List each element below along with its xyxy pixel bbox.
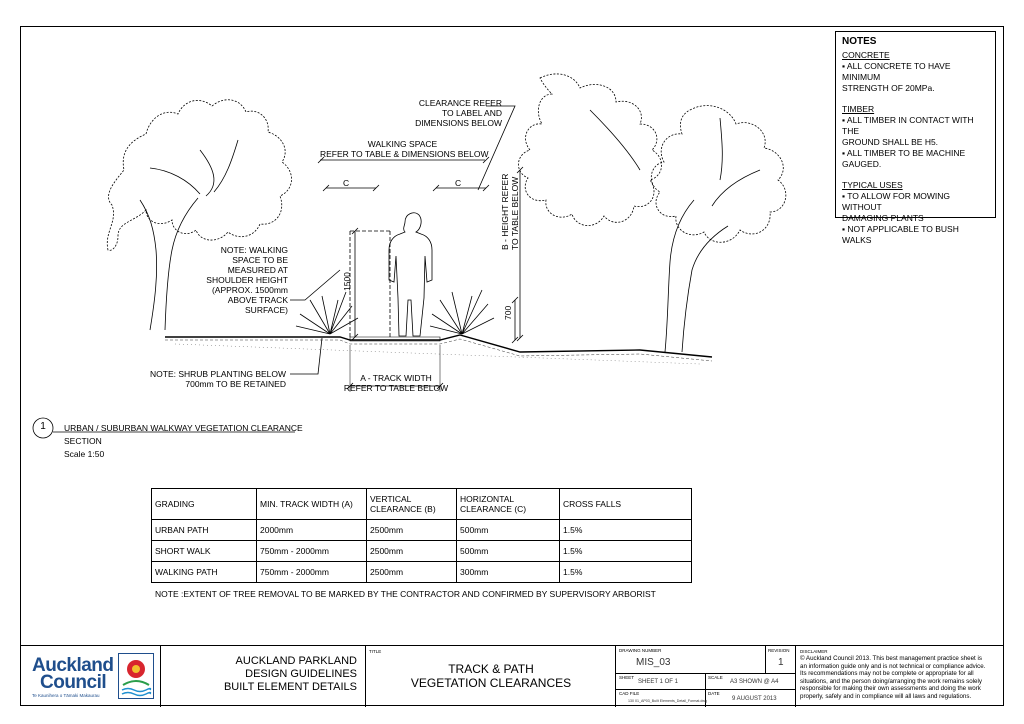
height-refer-label: B - HEIGHT REFER TO TABLE BELOW <box>500 173 520 250</box>
table-cell: 2500mm <box>367 541 457 562</box>
table-header: MIN. TRACK WIDTH (A) <box>257 489 367 520</box>
date-box: DATE 9 AUGUST 2013 <box>708 691 777 702</box>
revision-number: 1 <box>778 657 784 668</box>
drawing-info-cell <box>616 646 796 707</box>
logo-text-council: Council <box>40 672 107 693</box>
table-cell: 2500mm <box>367 520 457 541</box>
cad-file-value: 130 01_AP03_Built Elements_Detail_Format.dwg <box>628 699 707 703</box>
cad-file-box: CAD FILE 130 01_AP03_Built Elements_Detail_Format.dwg <box>616 690 706 707</box>
clearance-refer-label: CLEARANCE REFER TO LABEL AND DIMENSIONS BELOW <box>415 98 502 128</box>
notes-typical-uses-title: TYPICAL USES <box>842 180 903 190</box>
horizontal-clearance-c-left: C <box>343 178 350 188</box>
table-cell: 1.5% <box>560 520 692 541</box>
section-title: URBAN / SUBURBAN WALKWAY VEGETATION CLEARANCE <box>64 423 303 433</box>
dimension-1500-label: 1500 <box>342 272 352 291</box>
notes-concrete-title: CONCRETE <box>842 50 890 60</box>
track-width-label: A - TRACK WIDTH REFER TO TABLE BELOW <box>343 373 449 393</box>
council-logo-cell <box>20 646 161 707</box>
section-scale: Scale 1:50 <box>64 449 105 459</box>
table-cell: 300mm <box>457 562 560 583</box>
title-cell <box>366 646 616 707</box>
drawing-number-box: DRAWING NUMBER MIS_03 <box>616 646 766 674</box>
table-row <box>152 562 692 583</box>
table-cell: WALKING PATH <box>152 562 257 583</box>
notes-timber-line: GROUND SHALL BE H5. <box>842 137 939 147</box>
table-header: VERTICAL CLEARANCE (B) <box>367 489 457 520</box>
walking-space-boundary <box>350 231 390 337</box>
notes-concrete-line: ▪ ALL CONCRETE TO HAVE MINIMUM <box>842 61 951 82</box>
horizontal-clearance-c-right: C <box>455 178 462 188</box>
clearance-table <box>151 488 692 583</box>
notes-timber-line: GAUGED. <box>842 159 882 169</box>
drawing-title: TRACK & PATH VEGETATION CLEARANCES <box>410 662 572 690</box>
table-row <box>152 541 692 562</box>
notes-typical-uses-line: DAMAGING PLANTS <box>842 213 924 223</box>
table-cell: 500mm <box>457 541 560 562</box>
table-row <box>152 520 692 541</box>
title-block <box>20 645 1004 707</box>
ground-profile <box>165 335 712 364</box>
scale-value: A3 SHOWN @ A4 <box>730 679 779 685</box>
sheet-value: SHEET 1 OF 1 <box>638 679 678 685</box>
table-header: CROSS FALLS <box>560 489 692 520</box>
table-header: HORIZONTAL CLEARANCE (C) <box>457 489 560 520</box>
guidelines-cell <box>161 646 366 707</box>
section-number: 1 <box>40 421 46 432</box>
notes-timber-line: ▪ ALL TIMBER TO BE MACHINE <box>842 148 966 158</box>
table-cell: 1.5% <box>560 562 692 583</box>
drawing-number: MIS_03 <box>636 657 671 668</box>
table-cell: 500mm <box>457 520 560 541</box>
guidelines-title: AUCKLAND PARKLAND DESIGN GUIDELINES BUILT ELEMENT DETAILS <box>223 655 357 693</box>
date-value: 9 AUGUST 2013 <box>732 696 777 702</box>
revision-box: REVISION 1 <box>766 646 796 674</box>
logo-text-auckland: Auckland <box>32 655 114 676</box>
walking-space-label: WALKING SPACE REFER TO TABLE & DIMENSIONS BELOW <box>320 139 489 159</box>
notes-concrete-line: STRENGTH OF 20MPa. <box>842 83 935 93</box>
notes-panel <box>835 31 996 245</box>
table-cell: 2500mm <box>367 562 457 583</box>
shrub-right <box>430 290 494 334</box>
table-cell: SHORT WALK <box>152 541 257 562</box>
notes-typical-uses-line: ▪ TO ALLOW FOR MOWING WITHOUT <box>842 191 951 212</box>
pohutukawa-logo-icon <box>118 653 154 699</box>
notes-typical-uses-line: ▪ NOT APPLICABLE TO BUSH WALKS <box>842 224 959 245</box>
table-cell: 750mm - 2000mm <box>257 562 367 583</box>
person-silhouette <box>389 213 432 336</box>
table-header-row <box>152 489 692 520</box>
scale-box: SCALE A3 SHOWN @ A4 <box>706 674 796 690</box>
table-header: GRADING <box>152 489 257 520</box>
title-label: TITLE <box>369 649 382 654</box>
table-cell: URBAN PATH <box>152 520 257 541</box>
disclaimer-label: DISCLAIMER <box>800 649 828 654</box>
disclaimer-text: © Auckland Council 2013. This best management practice sheet is an information guide only and is not technical or compliance advice. Its recommendations may not be complete or appropriate for all situations, and the person doing/arranging the work remains solely responsible for making their own assessments and doing the work properly, safely and in compliance will all laws and regulations. <box>800 655 986 700</box>
walking-space-note: NOTE: WALKING SPACE TO BE MEASURED AT SHOULDER HEIGHT (APPROX. 1500mm ABOVE TRACK SURFACE) <box>206 245 288 315</box>
disclaimer-cell <box>796 646 1004 707</box>
table-cell: 2000mm <box>257 520 367 541</box>
table-cell: 1.5% <box>560 541 692 562</box>
notes-timber-title: TIMBER <box>842 104 875 114</box>
notes-timber-line: ▪ ALL TIMBER IN CONTACT WITH THE <box>842 115 974 136</box>
logo-tagline: Te Kaunihera o Tāmaki Makaurau <box>32 693 100 698</box>
right-tree-illustration <box>518 74 785 352</box>
tree-removal-note: NOTE :EXTENT OF TREE REMOVAL TO BE MARKED BY THE CONTRACTOR AND CONFIRMED BY SUPERVISORY ARBORIST <box>155 589 656 599</box>
notes-heading: NOTES <box>842 36 877 47</box>
section-subtitle: SECTION <box>64 436 102 446</box>
sheet-box: SHEET SHEET 1 OF 1 <box>616 674 706 690</box>
shrub-left <box>296 292 358 334</box>
shrub-planting-note: NOTE: SHRUB PLANTING BELOW 700mm TO BE RETAINED <box>150 369 287 389</box>
table-cell: 750mm - 2000mm <box>257 541 367 562</box>
dimension-700-label: 700 <box>503 305 513 320</box>
